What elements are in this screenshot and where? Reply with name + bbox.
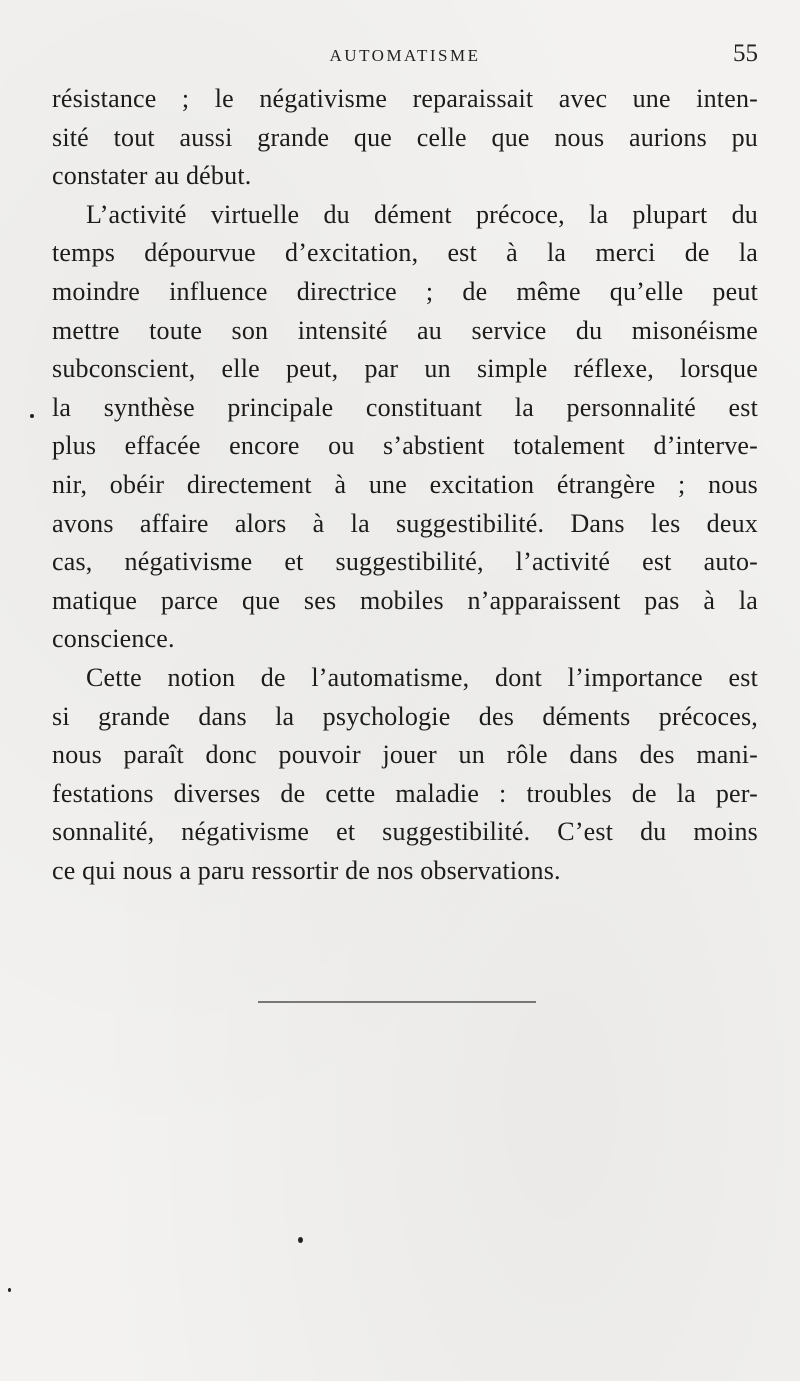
text-line: Cette notion de l’automatisme, dont l’importance est <box>86 662 758 692</box>
text-line: plus effacée encore ou s’abstient totalement d’interve- <box>52 431 758 461</box>
text-line: la synthèse principale constituant la personnalité est <box>52 392 758 422</box>
text-line: avons affaire alors à la suggestibilité. Dans les deux <box>52 508 758 538</box>
text-line: nir, obéir directement à une excitation étrangère ; nous <box>52 469 758 499</box>
ink-speck <box>8 1288 11 1292</box>
running-head: AUTOMATISME <box>329 46 481 65</box>
text-line: nous paraît donc pouvoir jouer un rôle dans des mani- <box>52 740 758 770</box>
text-line: sité tout aussi grande que celle que nous aurions pu <box>52 122 758 152</box>
text-line: résistance ; le négativisme reparaissait avec une inten- <box>52 84 758 113</box>
page-header <box>52 40 758 74</box>
section-divider <box>258 1001 536 1003</box>
text-line: L’activité virtuelle du dément précoce, la plupart du <box>86 199 758 229</box>
ink-speck <box>298 1237 303 1243</box>
page-number: 55 <box>733 40 758 67</box>
body-text <box>52 80 758 890</box>
text-line: ce qui nous a paru ressortir de nos observations. <box>52 855 561 885</box>
text-line: constater au début. <box>52 161 252 191</box>
text-line: subconscient, elle peut, par un simple réflexe, lorsque <box>52 354 758 384</box>
text-line: matique parce que ses mobiles n’apparaissent pas à la <box>52 585 758 615</box>
text-line: conscience. <box>52 624 175 654</box>
text-line: festations diverses de cette maladie : troubles de la per- <box>52 778 758 808</box>
text-line: sonnalité, négativisme et suggestibilité. C’est du moins <box>52 817 758 847</box>
text-line: temps dépourvue d’excitation, est à la merci de la <box>52 238 758 268</box>
text-line: mettre toute son intensité au service du misonéisme <box>52 315 758 345</box>
text-line: cas, négativisme et suggestibilité, l’activité est auto- <box>52 547 758 577</box>
text-line: si grande dans la psychologie des déments précoces, <box>52 701 758 731</box>
ink-speck <box>30 414 34 418</box>
text-line: moindre influence directrice ; de même qu’elle peut <box>52 276 758 306</box>
